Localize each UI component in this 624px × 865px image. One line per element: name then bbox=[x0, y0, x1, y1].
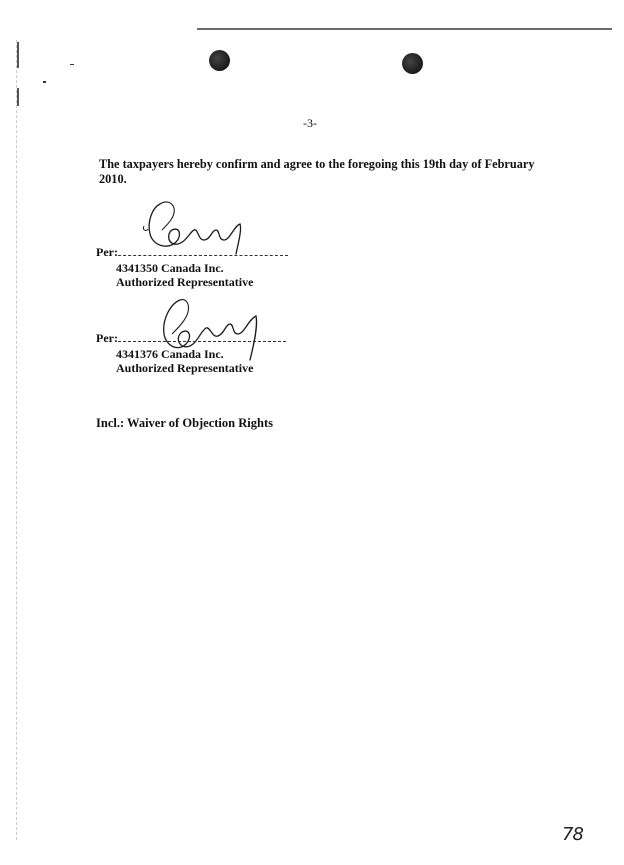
punch-hole-left bbox=[209, 50, 230, 71]
signature-line-1 bbox=[96, 245, 288, 260]
scan-speck bbox=[70, 64, 74, 65]
signatory-role-2: Authorized Representative bbox=[116, 361, 254, 375]
company-name-2: 4341376 Canada Inc. bbox=[116, 347, 224, 361]
signature-line-2 bbox=[96, 331, 286, 346]
handwritten-page-mark: 78 bbox=[562, 824, 583, 845]
scan-left-mark bbox=[17, 42, 19, 68]
enclosure-note: Incl.: Waiver of Objection Rights bbox=[96, 416, 273, 430]
scan-top-rule bbox=[197, 28, 612, 30]
per-label-2: Per: bbox=[96, 331, 118, 345]
scan-left-edge bbox=[16, 40, 17, 840]
scan-left-mark bbox=[17, 88, 19, 106]
signature-dash-line bbox=[118, 254, 288, 256]
page-number: -3- bbox=[303, 116, 317, 130]
per-label-1: Per: bbox=[96, 245, 118, 259]
signatory-role-1: Authorized Representative bbox=[116, 275, 254, 289]
confirmation-text: The taxpayers hereby confirm and agree to the foregoing this 19th day of February 2010. bbox=[99, 157, 535, 186]
company-name-1: 4341350 Canada Inc. bbox=[116, 261, 224, 275]
punch-hole-right bbox=[402, 53, 423, 74]
scan-speck bbox=[43, 81, 46, 83]
signature-dash-line bbox=[118, 340, 286, 342]
